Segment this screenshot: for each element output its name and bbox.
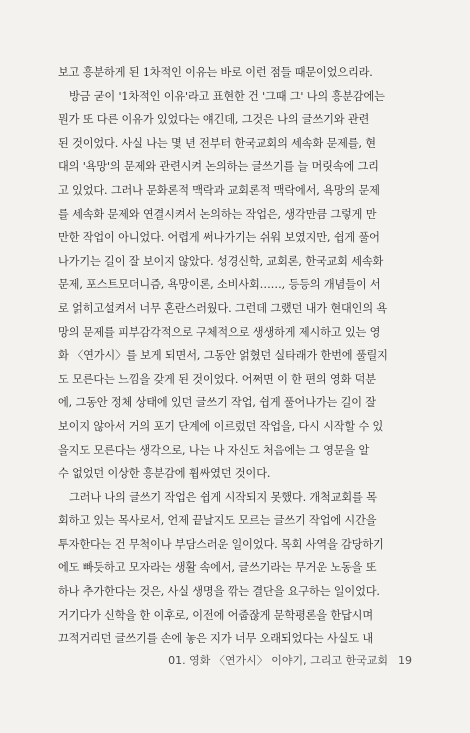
text-line: 나가기는 길이 잘 보이지 않았다. 성경신학, 교회론, 한국교회 세속화 [58, 254, 384, 268]
text-line: 를 세속화 문제와 연결시켜서 논의하는 작업은, 생각만큼 그렇게 만 [58, 207, 377, 221]
text-line: 화 〈연가시〉를 보게 되면서, 그동안 얽혔던 실타래가 한번에 풀릴지 [58, 349, 388, 363]
text-line: 로 얽히고설켜서 너무 혼란스러웠다. 그런데 그랬던 내가 현대인의 욕 [58, 301, 388, 315]
text-line: 고 있었다. 그러나 문화론적 맥락과 교회론적 맥락에서, 욕망의 문제 [58, 183, 380, 197]
text-line: 보고 흥분하게 된 1차적인 이유는 바로 이런 점들 때문이었으리라. [58, 66, 373, 79]
page-number: 19 [398, 654, 412, 667]
text-line: 망의 문제를 피부감각적으로 구체적으로 생생하게 제시하고 있는 영 [58, 325, 381, 339]
text-line: 만한 작업이 아니었다. 어렵게 써나가기는 쉬워 보였지만, 쉽게 풀어 [58, 231, 380, 245]
text-line: 하나 추가한다는 것은, 사실 생명을 깎는 결단을 요구하는 일이었다. [58, 585, 380, 599]
text-line: 을지도 모른다는 생각으로, 나는 나 자신도 처음에는 그 영문을 알 [58, 443, 370, 457]
text-line: 문제, 포스트모더니즘, 욕망이론, 소비사회……, 등등의 개념들이 서 [58, 278, 381, 292]
paragraph [58, 61, 408, 85]
body-text [58, 61, 408, 651]
text-line: 회하고 있는 목사로서, 언제 끝날지도 모르는 글쓰기 작업에 시간을 [58, 514, 377, 528]
text-line: 그러나 나의 글쓰기 작업은 쉽게 시작되지 못했다. 개척교회를 목 [69, 490, 377, 504]
text-line: 에, 그동안 정체 상태에 있던 글쓰기 작업, 쉽게 풀어나가는 길이 잘 [58, 396, 376, 410]
page-footer [168, 652, 412, 668]
text-line: 거기다가 신학을 한 이후로, 이전에 어줍잖게 문학평론을 한답시며 [58, 608, 373, 622]
text-line: 투자한다는 건 무척이나 부담스러운 일이었다. 목회 사역을 감당하기 [58, 537, 384, 551]
running-title: 01. 영화 〈연가시〉 이야기, 그리고 한국교회 [168, 654, 388, 667]
text-line: 도 모른다는 느낌을 갖게 된 것이었다. 어쩌면 이 한 편의 영화 덕분 [58, 372, 376, 386]
paragraph [58, 486, 408, 651]
text-line: 된 것이었다. 사실 나는 몇 년 전부터 한국교회의 세속화 문제를, 현 [58, 136, 376, 150]
text-line: 뭔가 또 다른 이유가 있었다는 얘긴데, 그것은 나의 글쓰기와 관련 [58, 113, 370, 127]
text-line: 대의 '욕망'의 문제와 관련시켜 논의하는 글쓰기를 늘 머릿속에 그리 [58, 160, 379, 174]
paragraph [58, 85, 408, 486]
text-line: 보이지 않아서 거의 포기 단계에 이르렀던 작업을, 다시 시작할 수 있 [58, 419, 384, 433]
text-line: 에도 빠듯하고 모자라는 생활 속에서, 글쓰기라는 무거운 노동을 또 [58, 561, 377, 575]
text-line: 방금 굳이 '1차적인 이유'라고 표현한 건 '그때 그' 나의 흥분감에는 [69, 89, 385, 103]
text-line: 끄적거리던 글쓰기를 손에 놓은 지가 너무 오래되었다는 사실도 내 [58, 632, 373, 646]
text-line: 수 없었던 이상한 흥분감에 휩싸였던 것이다. [58, 467, 271, 481]
